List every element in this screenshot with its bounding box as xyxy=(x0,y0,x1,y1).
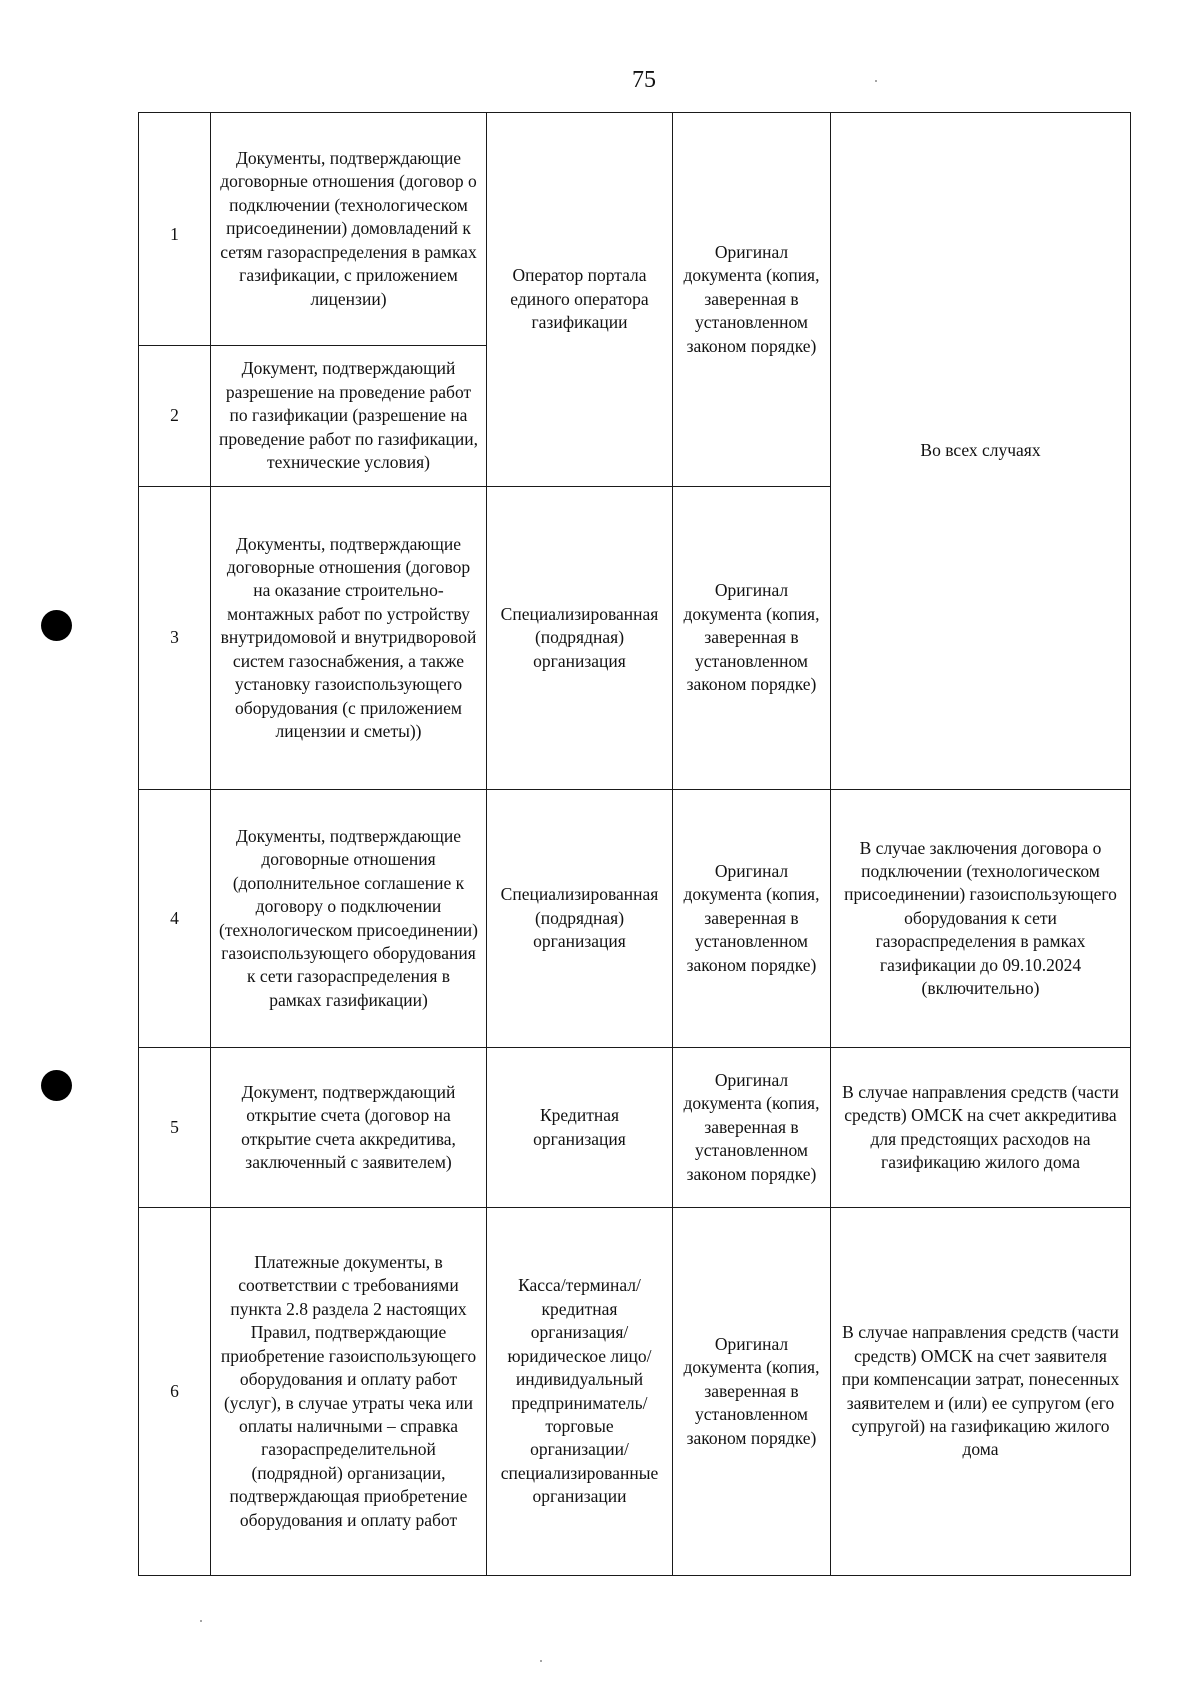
source-cell: Кредитная организация xyxy=(487,1048,673,1208)
document-cell: Платежные документы, в соответствии с требованиями пункта 2.8 раздела 2 настоящих Правил, подтверждающие приобретение газоиспользующего оборудования и оплату работ (услуг), в случае утраты чека или оплаты наличными – справка газораспределительной (подрядной) организации, подтверждающая приобретение оборудования и оплату работ xyxy=(211,1208,487,1576)
form-cell: Оригинал документа (копия, заверенная в установленном законом порядке) xyxy=(673,1208,831,1576)
form-cell: Оригинал документа (копия, заверенная в установленном законом порядке) xyxy=(673,487,831,790)
document-cell: Документы, подтверждающие договорные отношения (договор на оказание строительно-монтажных работ по устройству внутридомовой и внутридворовой систем газоснабжения, а также установку газоиспользующего оборудования (с приложением лицензии и сметы)) xyxy=(211,487,487,790)
punch-hole xyxy=(41,610,72,641)
row-number-cell: 5 xyxy=(139,1048,211,1208)
row-number-cell: 6 xyxy=(139,1208,211,1576)
document-cell: Документ, подтверждающий открытие счета (договор на открытие счета аккредитива, заключенный с заявителем) xyxy=(211,1048,487,1208)
document-cell: Документы, подтверждающие договорные отношения (дополнительное соглашение к договору о подключении (технологическом присоединении) газоиспользующего оборудования к сети газораспределения в рамках газификации) xyxy=(211,790,487,1048)
source-cell: Оператор портала единого оператора газификации xyxy=(487,113,673,487)
documents-table xyxy=(138,112,1131,1576)
source-cell: Специализированная (подрядная) организация xyxy=(487,790,673,1048)
condition-cell: Во всех случаях xyxy=(831,113,1131,790)
condition-cell: В случае направления средств (части средств) ОМСК на счет заявителя при компенсации затрат, понесенных заявителем и (или) ее супругом (его супругой) на газификацию жилого дома xyxy=(831,1208,1131,1576)
row-number-cell: 3 xyxy=(139,487,211,790)
form-cell: Оригинал документа (копия, заверенная в установленном законом порядке) xyxy=(673,113,831,487)
table-row xyxy=(139,1048,1131,1208)
row-number-cell: 1 xyxy=(139,113,211,346)
document-cell: Документ, подтверждающий разрешение на проведение работ по газификации (разрешение на проведение работ по газификации, технические условия) xyxy=(211,346,487,487)
condition-cell: В случае заключения договора о подключении (технологическом присоединении) газоиспользующего оборудования к сети газораспределения в рамках газификации до 09.10.2024 (включительно) xyxy=(831,790,1131,1048)
punch-hole xyxy=(41,1070,72,1101)
condition-cell: В случае направления средств (части средств) ОМСК на счет аккредитива для предстоящих расходов на газификацию жилого дома xyxy=(831,1048,1131,1208)
source-cell: Специализированная (подрядная) организация xyxy=(487,487,673,790)
page-number: 75 xyxy=(632,67,656,93)
scan-speck xyxy=(200,1620,202,1622)
scan-speck xyxy=(540,1660,542,1662)
document-cell: Документы, подтверждающие договорные отношения (договор о подключении (технологическом присоединении) домовладений к сетям газораспределения в рамках газификации, с приложением лицензии) xyxy=(211,113,487,346)
row-number-cell: 4 xyxy=(139,790,211,1048)
row-number-cell: 2 xyxy=(139,346,211,487)
form-cell: Оригинал документа (копия, заверенная в установленном законом порядке) xyxy=(673,1048,831,1208)
table-row xyxy=(139,790,1131,1048)
form-cell: Оригинал документа (копия, заверенная в установленном законом порядке) xyxy=(673,790,831,1048)
table-row xyxy=(139,1208,1131,1576)
scan-speck xyxy=(875,80,877,82)
table-row xyxy=(139,113,1131,346)
source-cell: Касса/терминал/ кредитная организация/ юридическое лицо/ индивидуальный предприниматель/ торговые организации/ специализированные организации xyxy=(487,1208,673,1576)
